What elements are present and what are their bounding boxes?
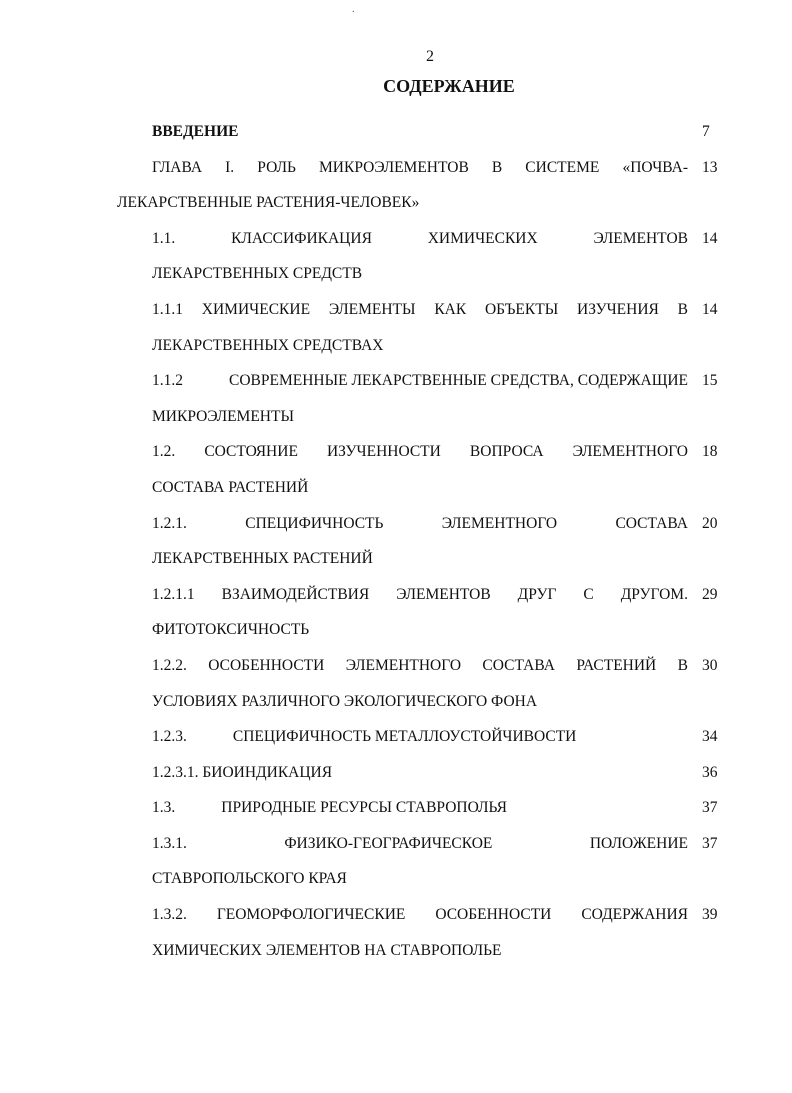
toc-entry-line	[152, 150, 718, 186]
toc-entry-text: В	[491, 158, 503, 176]
toc-entry-page-number: 7	[702, 123, 710, 140]
toc-entry-line	[152, 897, 718, 933]
toc-entry-text: 1.2.3.	[152, 728, 187, 746]
toc-entry-text: ДРУГОМ.	[620, 585, 688, 603]
toc-entry-line	[117, 185, 792, 221]
toc-entry-text: МИКРОЭЛЕМЕНТОВ	[319, 158, 469, 176]
toc-entry-page-number: 20	[702, 514, 718, 532]
toc-entry-text: С	[583, 585, 594, 603]
toc-entry-text: 1.3.	[152, 799, 176, 817]
toc-entry-text: 1.2.1.	[152, 514, 187, 532]
toc-entry-page-number: 18	[702, 443, 718, 461]
toc-entry	[0, 114, 792, 150]
toc-entry-text: ИЗУЧЕНИЯ	[577, 300, 659, 318]
toc-entry-text: СТАВРОПОЛЬСКОГО КРАЯ	[152, 870, 347, 888]
toc-entry-line	[152, 221, 718, 257]
toc-entry-line	[152, 541, 792, 577]
toc-entry-text: 1.2.1.1	[152, 585, 195, 603]
toc-entry-text: ХИМИЧЕСКИХ	[427, 229, 538, 247]
table-of-contents	[0, 114, 792, 968]
toc-entry-text: СОСТАВА РАСТЕНИЙ	[152, 478, 309, 496]
toc-entry-text: 1.3.2.	[152, 906, 187, 924]
toc-entry-text: РАСТЕНИЙ	[576, 656, 657, 674]
toc-entry-page-number: 37	[702, 799, 718, 817]
toc-entry	[0, 719, 792, 755]
toc-entry-text: ЛЕКАРСТВЕННЫХ РАСТЕНИЙ	[152, 550, 373, 568]
toc-entry	[0, 826, 792, 897]
toc-entry-line	[152, 826, 718, 862]
toc-entry-text: ГЕОМОРФОЛОГИЧЕСКИЕ	[216, 906, 406, 924]
toc-entry-text: ЭЛЕМЕНТНОГО	[441, 514, 558, 532]
toc-entry-page-number: 39	[702, 906, 718, 924]
scan-speck: .	[352, 4, 355, 15]
toc-entry-text: 1.2.3.1. БИОИНДИКАЦИЯ	[152, 763, 333, 781]
toc-entry	[0, 363, 792, 434]
page-number: 2	[426, 48, 434, 65]
toc-entry-text: ВЗАИМОДЕЙСТВИЯ	[221, 585, 370, 603]
toc-entry-text: УСЛОВИЯХ РАЗЛИЧНОГО ЭКОЛОГИЧЕСКОГО ФОНА	[152, 692, 538, 710]
toc-entry-line	[152, 577, 718, 613]
toc-entry-text: 1.2.	[152, 443, 176, 461]
toc-entry-line	[152, 933, 792, 969]
toc-entry-line	[152, 256, 792, 292]
toc-entry-text: ЭЛЕМЕНТОВ	[396, 585, 491, 603]
toc-entry-line	[152, 399, 792, 435]
toc-entry-text: ЭЛЕМЕНТНОГО	[572, 443, 688, 461]
toc-entry-text: ДРУГ	[517, 585, 557, 603]
toc-entry-line	[152, 470, 792, 506]
toc-entry-text: ЭЛЕМЕНТЫ	[328, 300, 416, 318]
toc-entry-text: ЛЕКАРСТВЕННЫХ СРЕДСТВ	[152, 265, 363, 283]
toc-entry-text: ОСОБЕННОСТИ	[435, 906, 552, 924]
toc-entry-text: ОБЪЕКТЫ	[484, 300, 559, 318]
toc-entry-line	[152, 755, 792, 791]
toc-entry	[0, 221, 792, 292]
toc-entry-line	[152, 506, 718, 542]
toc-entry-page-number: 34	[702, 728, 718, 746]
document-title: СОДЕРЖАНИЕ	[383, 76, 515, 96]
toc-entry-text: СОВРЕМЕННЫЕ ЛЕКАРСТВЕННЫЕ СРЕДСТВА, СОДЕРЖАЩИЕ	[228, 372, 688, 390]
toc-entry-text: ВОПРОСА	[469, 443, 544, 461]
toc-entry-text: КЛАССИФИКАЦИЯ	[231, 229, 372, 247]
toc-entry-line	[152, 612, 792, 648]
toc-entry-text: 1.2.2.	[152, 656, 187, 674]
toc-entry-text: СПЕЦИФИЧНОСТЬ МЕТАЛЛОУСТОЙЧИВОСТИ	[232, 728, 577, 746]
toc-entry-text: I.	[225, 158, 235, 176]
toc-entry	[0, 292, 792, 363]
toc-entry-text: СПЕЦИФИЧНОСТЬ	[245, 514, 384, 532]
toc-entry	[0, 897, 792, 968]
toc-entry-text: СИСТЕМЕ	[525, 158, 600, 176]
toc-entry	[0, 577, 792, 648]
toc-entry-line	[152, 114, 792, 150]
toc-entry-text: ПОЛОЖЕНИЕ	[589, 834, 688, 852]
toc-entry	[0, 790, 792, 826]
toc-entry-line	[152, 328, 792, 364]
toc-entry-page-number: 13	[702, 158, 718, 176]
toc-entry-line	[152, 790, 792, 826]
toc-entry-text: ФИЗИКО-ГЕОГРАФИЧЕСКОЕ	[284, 834, 493, 852]
toc-entry-text: СОСТАВА	[615, 514, 688, 532]
toc-entry-page-number: 30	[702, 656, 718, 674]
toc-entry-page-number: 14	[702, 300, 718, 318]
toc-entry-line	[152, 363, 718, 399]
toc-entry-text: ФИТОТОКСИЧНОСТЬ	[152, 621, 310, 639]
toc-entry-line	[152, 719, 792, 755]
toc-entry-text: ГЛАВА	[152, 158, 203, 176]
toc-entry	[0, 434, 792, 505]
toc-entry-page-number: 15	[702, 372, 718, 390]
toc-entry	[0, 150, 792, 221]
toc-entry-page-number: 36	[702, 763, 718, 781]
toc-entry-text: ОСОБЕННОСТИ	[208, 656, 325, 674]
toc-entry-text: 1.3.1.	[152, 834, 187, 852]
toc-entry-text: ЛЕКАРСТВЕННЫЕ РАСТЕНИЯ-ЧЕЛОВЕК»	[117, 194, 420, 212]
toc-entry-text: МИКРОЭЛЕМЕНТЫ	[152, 407, 294, 425]
toc-entry-text: СОСТАВА	[482, 656, 555, 674]
toc-entry-text: 1.1.	[152, 229, 176, 247]
toc-entry-page-number: 37	[702, 834, 718, 852]
toc-entry-line	[152, 292, 718, 328]
toc-entry-text: ИЗУЧЕННОСТИ	[326, 443, 441, 461]
toc-entry-line	[152, 861, 792, 897]
toc-entry-text: «ПОЧВА-	[622, 158, 688, 176]
toc-entry-line	[152, 684, 792, 720]
toc-entry	[0, 648, 792, 719]
toc-entry-line	[152, 648, 718, 684]
toc-entry-text: ВВЕДЕНИЕ	[152, 123, 239, 140]
toc-entry-text: ПРИРОДНЫЕ РЕСУРСЫ СТАВРОПОЛЬЯ	[221, 799, 507, 817]
toc-entry-text: ЛЕКАРСТВЕННЫХ СРЕДСТВАХ	[152, 336, 384, 354]
toc-entry-text: СОСТОЯНИЕ	[204, 443, 298, 461]
toc-entry-text: ЭЛЕМЕНТОВ	[593, 229, 688, 247]
toc-entry-text: 1.1.2	[152, 372, 183, 390]
toc-entry-text: СОДЕРЖАНИЯ	[581, 906, 688, 924]
toc-entry-line	[152, 434, 718, 470]
toc-entry-text: ХИМИЧЕСКИЕ	[201, 300, 311, 318]
toc-entry-text: В	[677, 300, 688, 318]
toc-entry-page-number: 29	[702, 585, 718, 603]
toc-entry-text: РОЛЬ	[257, 158, 296, 176]
toc-entry	[0, 755, 792, 791]
toc-entry-text: В	[677, 656, 688, 674]
toc-entry-text: КАК	[434, 300, 467, 318]
toc-entry	[0, 506, 792, 577]
toc-entry-text: ХИМИЧЕСКИХ ЭЛЕМЕНТОВ НА СТАВРОПОЛЬЕ	[152, 941, 502, 959]
toc-entry-text: ЭЛЕМЕНТНОГО	[345, 656, 462, 674]
toc-entry-text: 1.1.1	[152, 300, 183, 318]
toc-entry-page-number: 14	[702, 229, 718, 247]
